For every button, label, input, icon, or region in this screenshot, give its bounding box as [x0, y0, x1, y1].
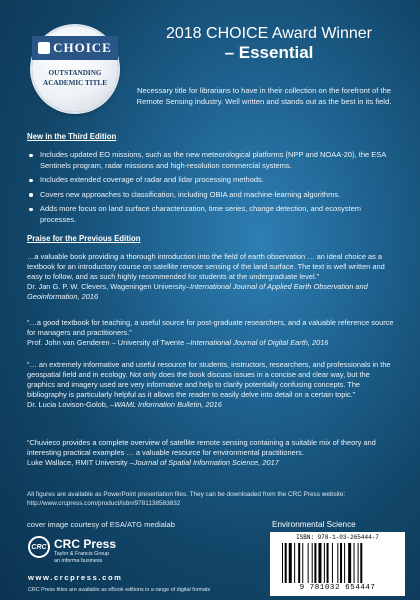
barcode-bar — [337, 543, 338, 583]
seal-text — [36, 68, 114, 88]
praise-heading: Praise for the Previous Edition — [27, 234, 141, 243]
barcode-bar — [348, 543, 351, 583]
quote-text: …a valuable book providing a thorough introduction into the field of earth observation … an ideal choice as a textbook for an introductory course on satellite remote sensing of the land surface. The text is well written and easy to follow, and as such highly recommended for students at the undergraduate level.” — [27, 252, 385, 281]
barcode-digits: 9 781032 654447 — [299, 584, 376, 592]
seal-banner — [32, 36, 118, 60]
award-title: 2018 CHOICE Award Winner — [165, 25, 372, 42]
award-rank: – Essential — [224, 43, 314, 62]
new-edition-list — [27, 150, 398, 229]
barcode-bar — [358, 543, 359, 583]
quote-attribution — [27, 338, 398, 348]
publisher-block — [54, 537, 116, 565]
publisher-url: www.crcpress.com — [28, 573, 123, 582]
quote-author: Dr. Lucia Lovison-Golob, – — [27, 400, 115, 409]
list-item: Covers new approaches to classification, including OBIA and machine-learning algorithms. — [27, 190, 398, 201]
seal-line-2: ACADEMIC TITLE — [43, 79, 107, 87]
list-item: Includes extended coverage of radar and lidar processing methods. — [27, 175, 398, 186]
new-edition-heading: New in the Third Edition — [27, 132, 117, 141]
praise-quote — [27, 438, 398, 468]
award-heading — [128, 24, 410, 62]
praise-quote — [27, 318, 398, 348]
quote-text: “…a good textbook for teaching, a useful source for post-graduate researchers, and a valuable reference source for managers and practitioners.” — [27, 318, 394, 337]
barcode-bar — [344, 543, 345, 583]
quote-source: Journal of Spatial Information Science, 2017 — [133, 458, 279, 467]
barcode-bar — [318, 543, 321, 583]
barcode-bar — [308, 543, 309, 583]
quote-attribution — [27, 282, 398, 302]
barcode-bar — [332, 543, 333, 583]
barcode-image — [280, 543, 395, 583]
quote-author: Luke Wallace, RMIT University – — [27, 458, 134, 467]
choice-award-seal — [32, 26, 118, 112]
intro-text: Necessary title for librarians to have in their collection on the forefront of the Remote Sensing industry. Well written and stands out as the best in its field. — [136, 86, 392, 106]
barcode-bar — [302, 543, 303, 583]
list-item: Includes updated EO missions, such as the new meteorological platforms (NPP and NOAA-20), the ESA Sentinels program, radar missions and high-resolution commercial systems. — [27, 150, 398, 171]
quote-text: “Chuvieco provides a complete overview of satellite remote sensing containing a suitable mix of theory and interesting practical examples … a valuable resource for environmental practitioners. — [27, 438, 376, 457]
crc-logo-icon — [28, 536, 50, 558]
barcode-bar — [312, 543, 313, 583]
praise-quote — [27, 252, 398, 302]
barcode-bar — [354, 543, 355, 583]
publisher-tagline: an informa business — [54, 558, 103, 564]
quote-attribution — [27, 458, 398, 468]
crc-logo-text: CRC — [31, 543, 47, 551]
praise-quote — [27, 360, 398, 410]
publisher-name: CRC Press — [54, 537, 117, 551]
quote-author: Prof. John van Genderen – University of Twente – — [27, 338, 191, 347]
barcode-bar — [327, 543, 329, 583]
seal-line-1: OUTSTANDING — [48, 69, 102, 77]
barcode-bar — [289, 543, 292, 583]
barcode-bar — [324, 543, 325, 583]
ebook-note: CRC Press titles are available as eBook editions in a range of digital formats — [28, 587, 211, 593]
quote-attribution — [27, 400, 398, 410]
publisher-group: Taylor & Francis Group — [54, 551, 110, 557]
quote-source: International Journal of Applied Earth Observation and Geoinformation, 2016 — [27, 282, 368, 301]
barcode-bar — [340, 543, 342, 583]
figures-note: All figures are available as PowerPoint presentation files. They can be downloaded from the CRC Press website: http://www.crcpress.com/product/isbn/9781138583832 — [27, 491, 346, 507]
barcode-block — [270, 532, 405, 596]
seal-name: CHOICE — [53, 40, 112, 55]
barcode-bar — [285, 543, 287, 583]
quote-source: WAML Information Bulletin, 2016 — [114, 400, 222, 409]
list-item: Adds more focus on land surface characterization, time series, change detection, and ecosystem processes. — [27, 204, 398, 225]
barcode-bar — [314, 543, 316, 583]
choice-logo-icon — [38, 42, 50, 54]
barcode-bar — [282, 543, 283, 583]
barcode-bar — [360, 543, 362, 583]
subject-category: Environmental Science — [272, 520, 356, 529]
quote-text: “… an extremely informative and useful resource for students, instructors, researchers, and professionals in the geospatial field and in ecology. Not only does the book discuss issues in a concise and clear way, but the graphics and imagery used are very informative and help to clarify potentially confusing concepts. The bibliography is particularly helpful as it allows the reader to easily delve into detail on a certain topic.” — [27, 360, 391, 399]
cover-image-credit: cover image courtesy of ESA/ATG medialab — [27, 520, 175, 529]
quote-source: International Journal of Digital Earth, 2016 — [190, 338, 329, 347]
barcode-bar — [298, 543, 300, 583]
quote-author: Dr. Jan G. P. W. Clevers, Wageningen University– — [27, 282, 191, 291]
isbn-text: ISBN: 978-1-03-265444-7 — [296, 534, 379, 541]
barcode-bar — [294, 543, 295, 583]
